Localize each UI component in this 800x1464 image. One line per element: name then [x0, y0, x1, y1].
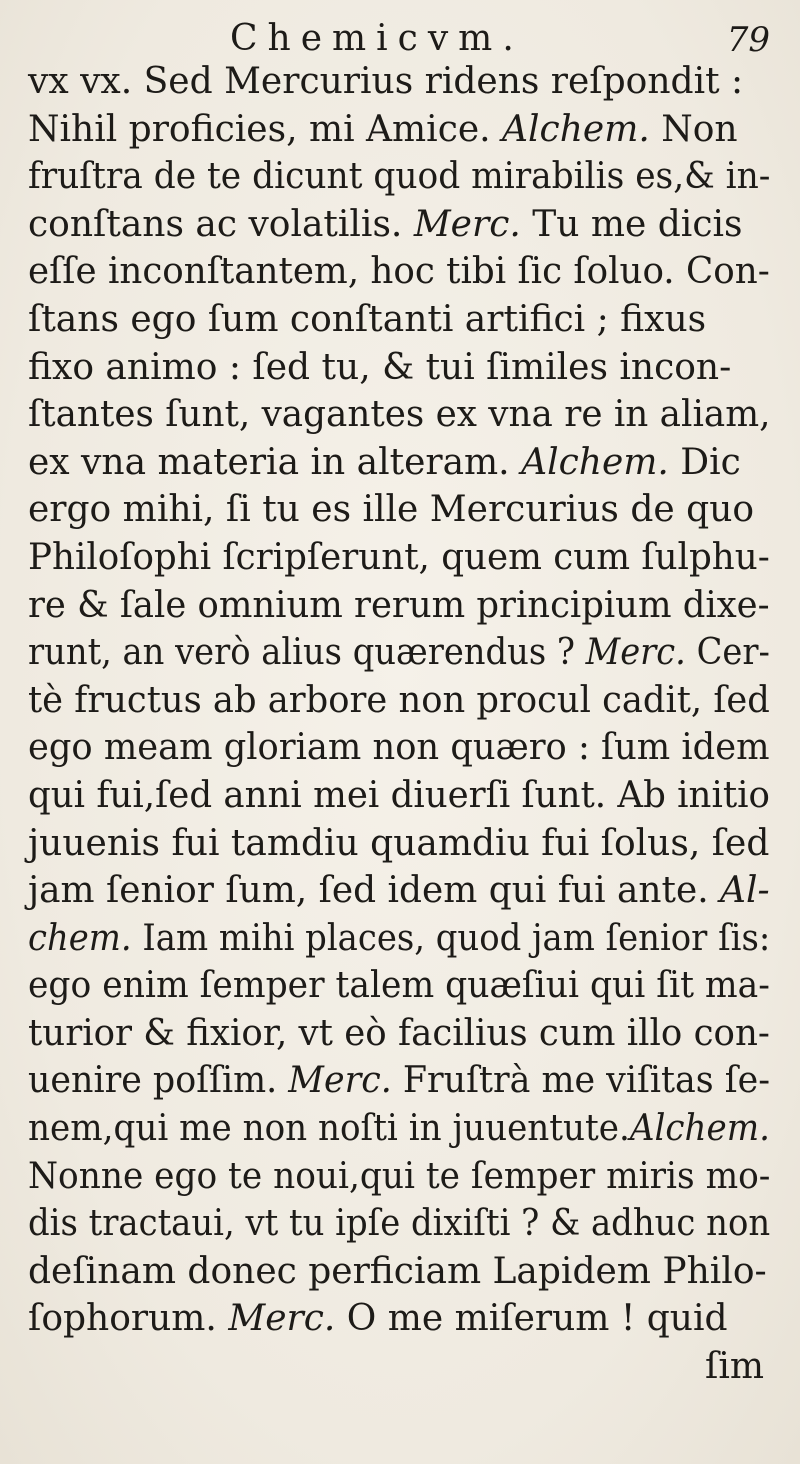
text-segment: ſtantes ſunt, vagantes ex vna re in aliam, — [28, 394, 771, 436]
text-line — [28, 1295, 770, 1343]
text-line — [28, 724, 770, 772]
speaker-name: Merc. — [585, 632, 686, 674]
text-segment: runt, an verò alius quærendus ? — [28, 632, 586, 674]
text-segment: Nonne ego te noui,qui te ſemper miris mo- — [28, 1155, 771, 1197]
running-title: Chemicvm. — [230, 18, 524, 59]
text-segment: dis tractaui, vt tu ipſe dixiſti ? & adhuc non — [28, 1203, 771, 1245]
text-segment: vx vx. Sed Mercurius ridens reſpondit : — [28, 61, 744, 102]
text-segment: Nihil proficies, mi Amice. — [28, 108, 503, 150]
text-line — [28, 629, 770, 677]
speaker-name: Merc. — [288, 1060, 392, 1102]
text-segment: uenire poſſim. — [28, 1060, 289, 1102]
speaker-name: Alchem. — [502, 108, 650, 150]
text-line — [28, 153, 771, 201]
catchword: ſim — [705, 1346, 764, 1388]
text-segment: Iam mihi places, quod jam ſenior ſis: — [131, 917, 771, 959]
speaker-name: Alchem. — [521, 441, 669, 483]
text-segment: ego enim ſemper talem quæſiui qui ſit ma- — [28, 965, 770, 1007]
page-header — [0, 14, 800, 58]
text-line — [28, 1200, 771, 1248]
text-segment: deſinam donec perficiam Lapidem Philo- — [28, 1250, 767, 1292]
text-segment: ergo mihi, ſi tu es ille Mercurius de quo — [28, 489, 755, 531]
text-line — [28, 58, 770, 106]
text-segment: Cer- — [685, 632, 770, 674]
page-number: 79 — [726, 20, 770, 60]
text-segment: turior & fixior, vt eò facilius cum illo con- — [28, 1012, 770, 1054]
speaker-name: Al- — [720, 870, 770, 912]
text-segment: Dic — [668, 441, 741, 483]
text-segment: Fruſtrà me viſitas ſe- — [391, 1060, 770, 1102]
text-line — [28, 1057, 770, 1105]
text-line — [28, 772, 770, 820]
text-segment: O me miſerum ! quid — [335, 1298, 728, 1340]
text-segment: Tu me dicis — [520, 203, 743, 245]
text-line — [28, 296, 770, 344]
text-line — [28, 677, 770, 725]
text-line — [28, 1010, 770, 1058]
text-line — [28, 106, 770, 154]
speaker-name: Merc. — [413, 203, 521, 245]
text-line — [28, 248, 770, 296]
text-line — [28, 1248, 770, 1296]
text-segment: conſtans ac volatilis. — [28, 203, 414, 245]
text-segment: ego meam gloriam non quæro : ſum idem — [28, 727, 770, 769]
text-line — [28, 867, 768, 915]
text-segment: juuenis fui tamdiu quamdiu fui ſolus, ſed — [28, 822, 770, 864]
text-line — [28, 962, 770, 1010]
speaker-name: Merc. — [228, 1298, 336, 1340]
text-line — [28, 820, 770, 868]
text-line — [28, 391, 771, 439]
text-segment: eſſe inconſtantem, hoc tibi ſic ſoluo. Con- — [28, 251, 770, 293]
text-segment: ex vna materia in alteram. — [28, 441, 522, 483]
text-line — [28, 1153, 771, 1201]
text-segment: nem,qui me non noſti in juuentute. — [28, 1108, 630, 1150]
text-line — [28, 344, 770, 392]
text-segment: qui fui,ſed anni mei diuerſi ſunt. Ab initio — [28, 774, 770, 816]
text-segment: fixo animo : ſed tu, & tui ſimiles incon- — [28, 346, 732, 388]
text-segment: Philoſophi ſcripſerunt, quem cum ſulphu- — [28, 536, 770, 578]
text-segment: ſtans ego ſum conſtanti artifici ; fixus — [28, 298, 707, 340]
text-segment: fruſtra de te dicunt quod mirabilis es,& in- — [28, 156, 771, 198]
text-line — [28, 439, 770, 487]
body-text — [28, 58, 770, 1391]
text-line — [28, 1105, 771, 1153]
text-segment: re & ſale omnium rerum principium dixe- — [28, 584, 770, 626]
text-segment: ſophorum. — [28, 1298, 229, 1340]
text-segment: jam ſenior ſum, ſed idem qui fui ante. — [28, 870, 721, 912]
text-line — [28, 201, 770, 249]
speaker-name: Alchem. — [629, 1108, 771, 1150]
text-line — [28, 534, 770, 582]
text-line — [28, 582, 770, 630]
text-segment: tè fructus ab arbore non procul cadit, ſed — [28, 679, 770, 721]
speaker-name: chem. — [28, 917, 132, 959]
text-line — [28, 486, 770, 534]
text-segment: Non — [649, 108, 738, 150]
text-line — [28, 915, 771, 963]
